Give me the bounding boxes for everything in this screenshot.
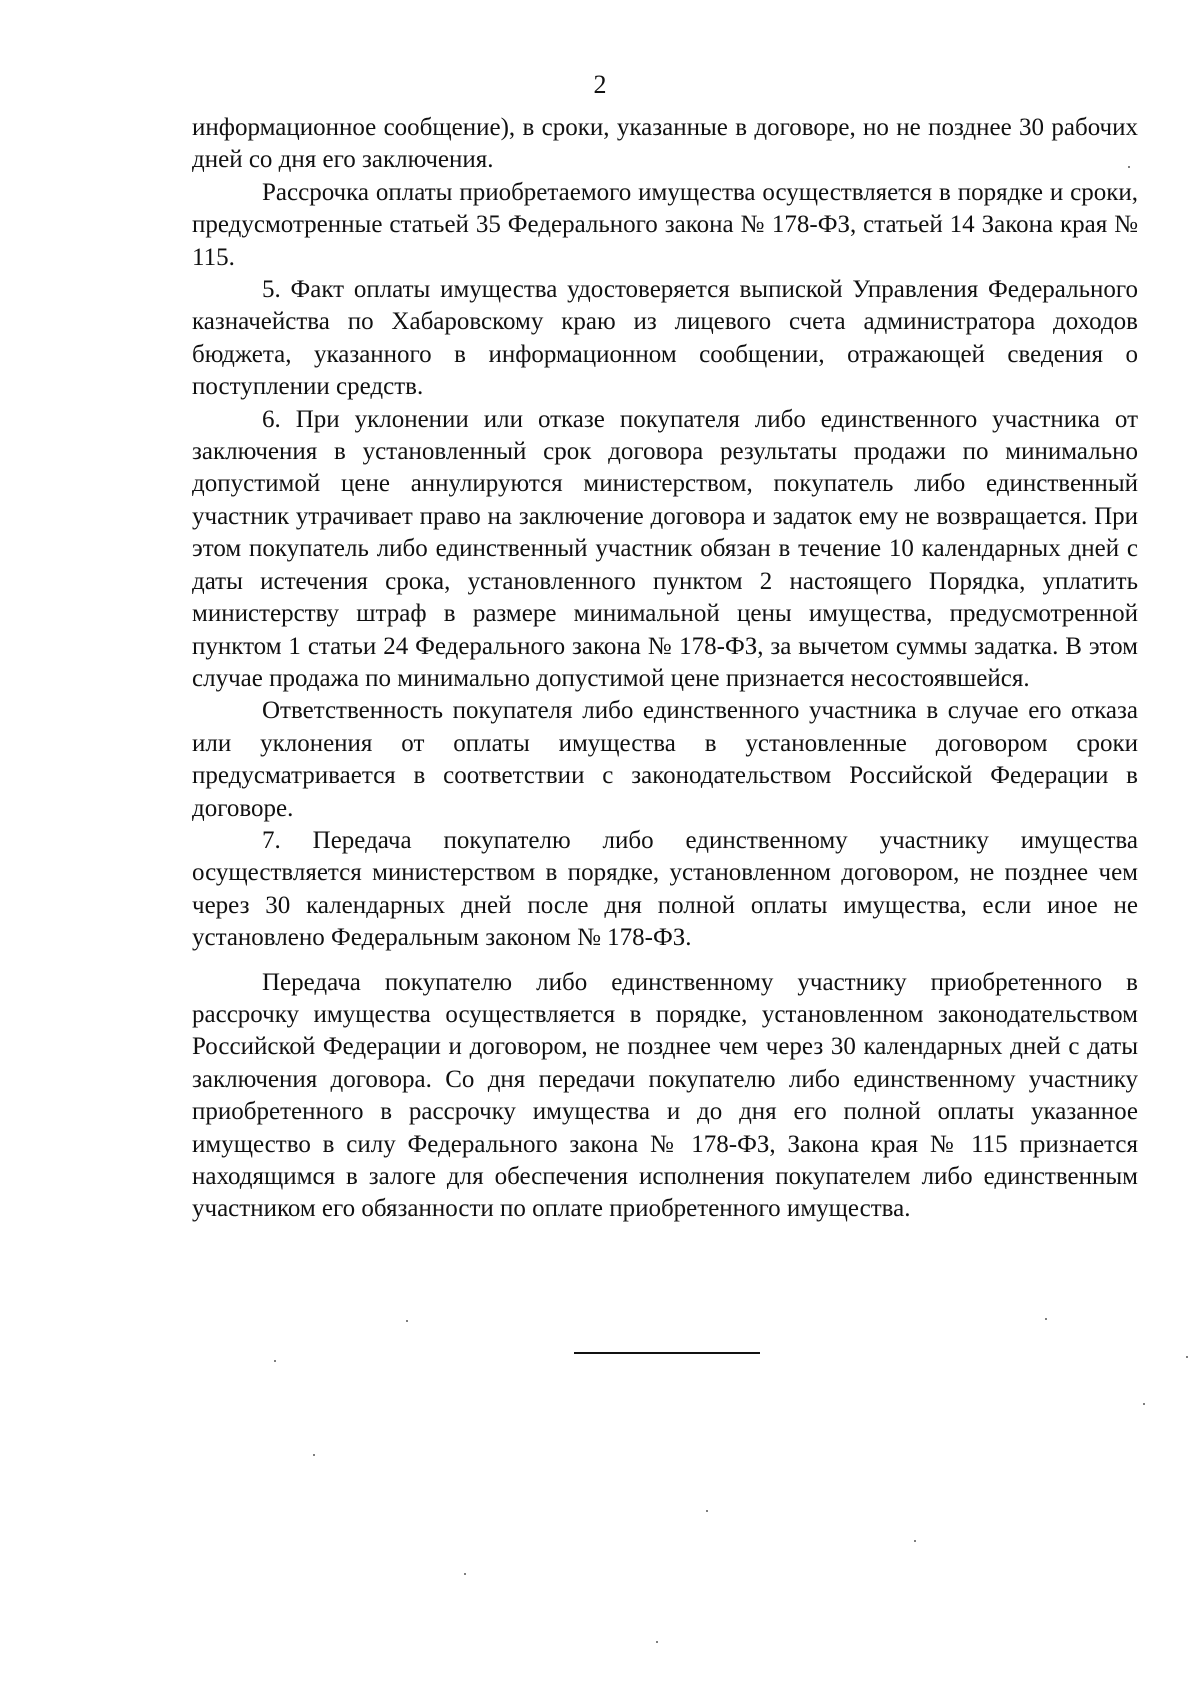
scan-speck xyxy=(914,1540,916,1542)
paragraph-item-7: 7. Передача покупателю либо единственному участнику имущества осуществляется министерством в порядке, установленном договором, не позднее чем через 30 календарных дней после дня полной оплаты имущества, если иное не установлено Федеральным законом № 178-ФЗ. xyxy=(192,826,1138,952)
paragraph-item-6: 6. При уклонении или отказе покупателя либо единственного участника от заключения в установленный срок договора результаты продажи по минимально допустимой цене аннулируются министерством, покупатель либо единственный участник утрачивает право на заключение договора и задаток ему не возвращается. При этом покупатель либо единственный участник обязан в течение 10 календарных дней с даты истечения срока, установленного пунктом 2 настоящего Порядка, уплатить министерству штраф в размере минимальной цены имущества, предусмотренной пунктом 1 статьи 24 Федерального закона № 178-ФЗ, за вычетом суммы задатка. В этом случае продажа по минимально допустимой цене признается несостоявшейся. xyxy=(192,405,1138,692)
page-number: 2 xyxy=(593,70,607,99)
paragraph-installment-payment: Рассрочка оплаты приобретаемого имущества осуществляется в порядке и сроки, предусмотренные статьей 35 Федерального закона № 178-ФЗ, статьей 14 Закона края № 115. xyxy=(192,178,1138,271)
paragraph-item-5: 5. Факт оплаты имущества удостоверяется выпиской Управления Федерального казначейства по Хабаровскому краю из лицевого счета администратора доходов бюджета, указанного в информационном сообщении, отражающей сведения о поступлении средств. xyxy=(192,276,1138,401)
scan-speck xyxy=(1045,1318,1047,1320)
scan-speck xyxy=(706,1510,708,1512)
paragraph-continuation: информационное сообщение), в сроки, указанные в договоре, но не позднее 30 рабочих дней со дня его заключения. xyxy=(192,114,1138,174)
scan-speck xyxy=(406,1320,408,1322)
scan-speck xyxy=(1186,1356,1188,1358)
scan-speck xyxy=(464,1573,466,1575)
paragraph-transfer-installment: Передача покупателю либо единственному участнику приобретенного в рассрочку имущества осуществляется в порядке, установленном законодательством Российской Федерации и договором, не позднее чем через 30 календарных дней с даты заключения договора. Со дня передачи покупателю либо единственному участнику приобретенного в рассрочку имущества и до дня его полной оплаты указанное имущество в силу Федерального закона № 178-ФЗ, Закона края № 115 признается находящимся в залоге для обеспечения исполнения покупателем либо единственным участником его обязанности по оплате приобретенного имущества. xyxy=(192,968,1138,1223)
scan-speck xyxy=(313,1454,315,1456)
document-body xyxy=(192,112,1138,1226)
paragraph-responsibility: Ответственность покупателя либо единственного участника в случае его отказа или уклонения от оплаты имущества в установленные договором сроки предусматривается в соответствии с законодательством Российской Федерации в договоре. xyxy=(192,697,1138,822)
scan-speck xyxy=(1128,166,1130,168)
scan-speck xyxy=(656,1641,658,1643)
scan-speck xyxy=(1143,1403,1145,1405)
end-of-document-rule xyxy=(574,1352,760,1354)
scan-speck xyxy=(274,1360,276,1362)
